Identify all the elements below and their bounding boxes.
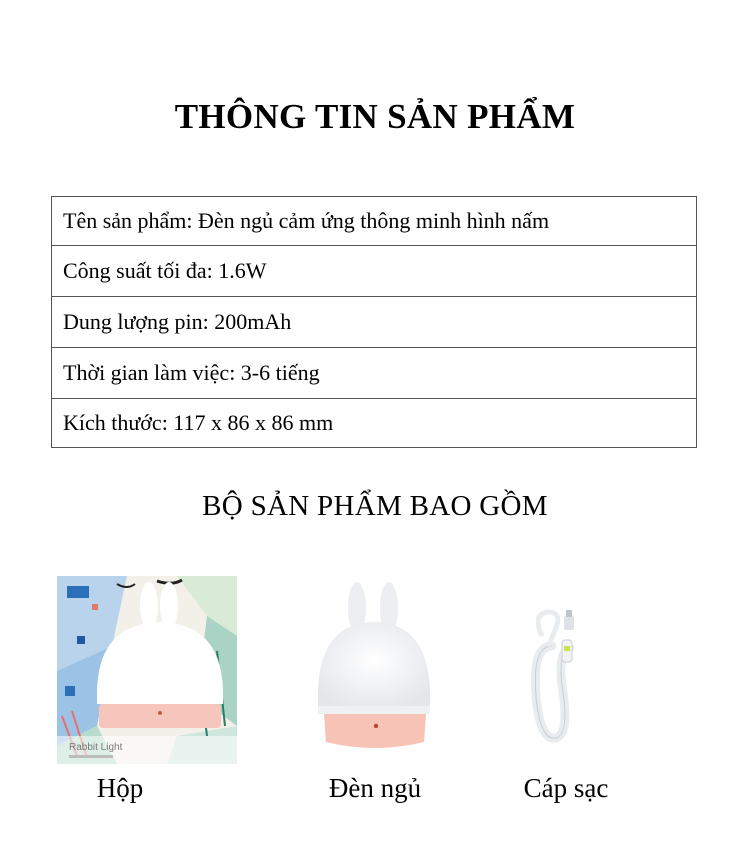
spec-battery: Dung lượng pin: 200mAh (52, 297, 697, 348)
box-subtext-line (69, 755, 113, 758)
item-label-lamp: Đèn ngủ (328, 773, 422, 803)
spec-working-time: Thời gian làm việc: 3-6 tiếng (52, 348, 697, 399)
spec-table (51, 196, 697, 448)
spec-power: Công suất tối đa: 1.6W (52, 246, 697, 297)
cable-image (522, 606, 588, 746)
lamp-image (310, 578, 440, 758)
box-brand-text: Rabbit Light (69, 742, 123, 753)
included-title: BỘ SẢN PHẨM BAO GỒM (202, 490, 548, 522)
item-label-box: Hộp (96, 773, 144, 803)
box-image (57, 576, 237, 764)
page-title: THÔNG TIN SẢN PHẨM (174, 97, 576, 136)
table-row (52, 348, 697, 399)
table-row (52, 246, 697, 297)
spec-name: Tên sản phẩm: Đèn ngủ cảm ứng thông minh hình nấm (52, 197, 697, 246)
item-label-cable: Cáp sạc (523, 773, 609, 803)
table-row (52, 297, 697, 348)
table-row (52, 197, 697, 246)
table-row (52, 399, 697, 448)
spec-size: Kích thước: 117 x 86 x 86 mm (52, 399, 697, 448)
